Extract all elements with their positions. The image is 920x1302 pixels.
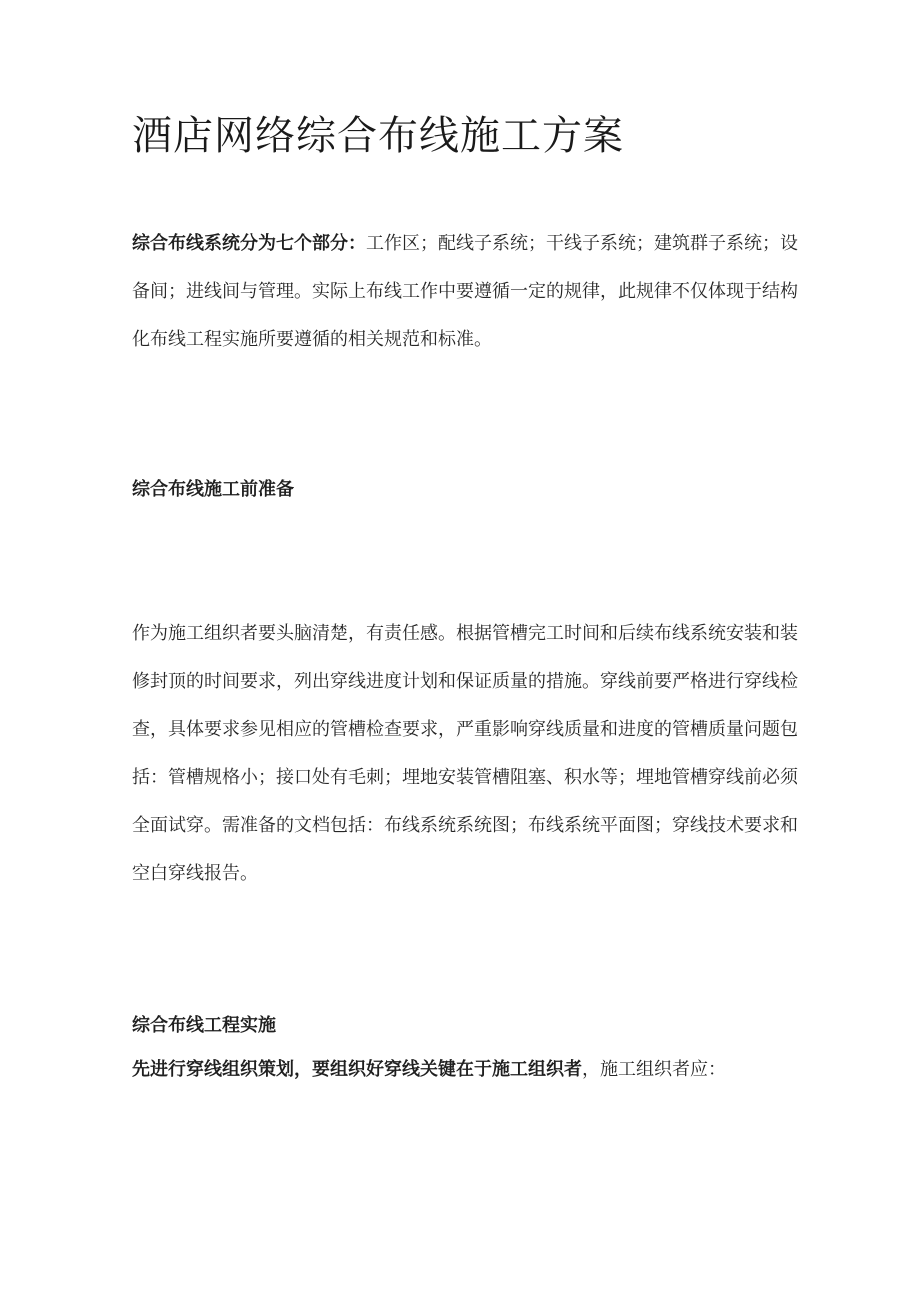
impl-body: ，施工组织者应： <box>582 1059 726 1080</box>
section-heading-prep: 综合布线施工前准备 <box>132 479 294 500</box>
intro-paragraph <box>132 220 798 364</box>
intro-lead: 综合布线系统分为七个部分： <box>132 233 366 254</box>
document-title: 酒店网络综合布线施工方案 <box>132 113 624 159</box>
impl-paragraph <box>132 1046 798 1094</box>
prep-paragraph: 作为施工组织者要头脑清楚，有责任感。根据管槽完工时间和后续布线系统安装和装修封顶的时间要求，列出穿线进度计划和保证质量的措施。穿线前要严格进行穿线检查，具体要求参见相应的管槽检查要求，严重影响穿线质量和进度的管槽质量问题包括：管槽规格小；接口处有毛刺；埋地安装管槽阻塞、积水等；埋地管槽穿线前必须全面试穿。需准备的文档包括：布线系统系统图；布线系统平面图；穿线技术要求和空白穿线报告。 <box>132 623 798 884</box>
impl-lead: 先进行穿线组织策划，要组织好穿线关键在于施工组织者 <box>132 1059 582 1080</box>
section-heading-impl: 综合布线工程实施 <box>132 1015 276 1036</box>
intro-body: 工作区；配线子系统；干线子系统；建筑群子系统；设备间；进线间与管理。实际上布线工作中要遵循一定的规律，此规律不仅体现于结构化布线工程实施所要遵循的相关规范和标准。 <box>132 233 798 350</box>
